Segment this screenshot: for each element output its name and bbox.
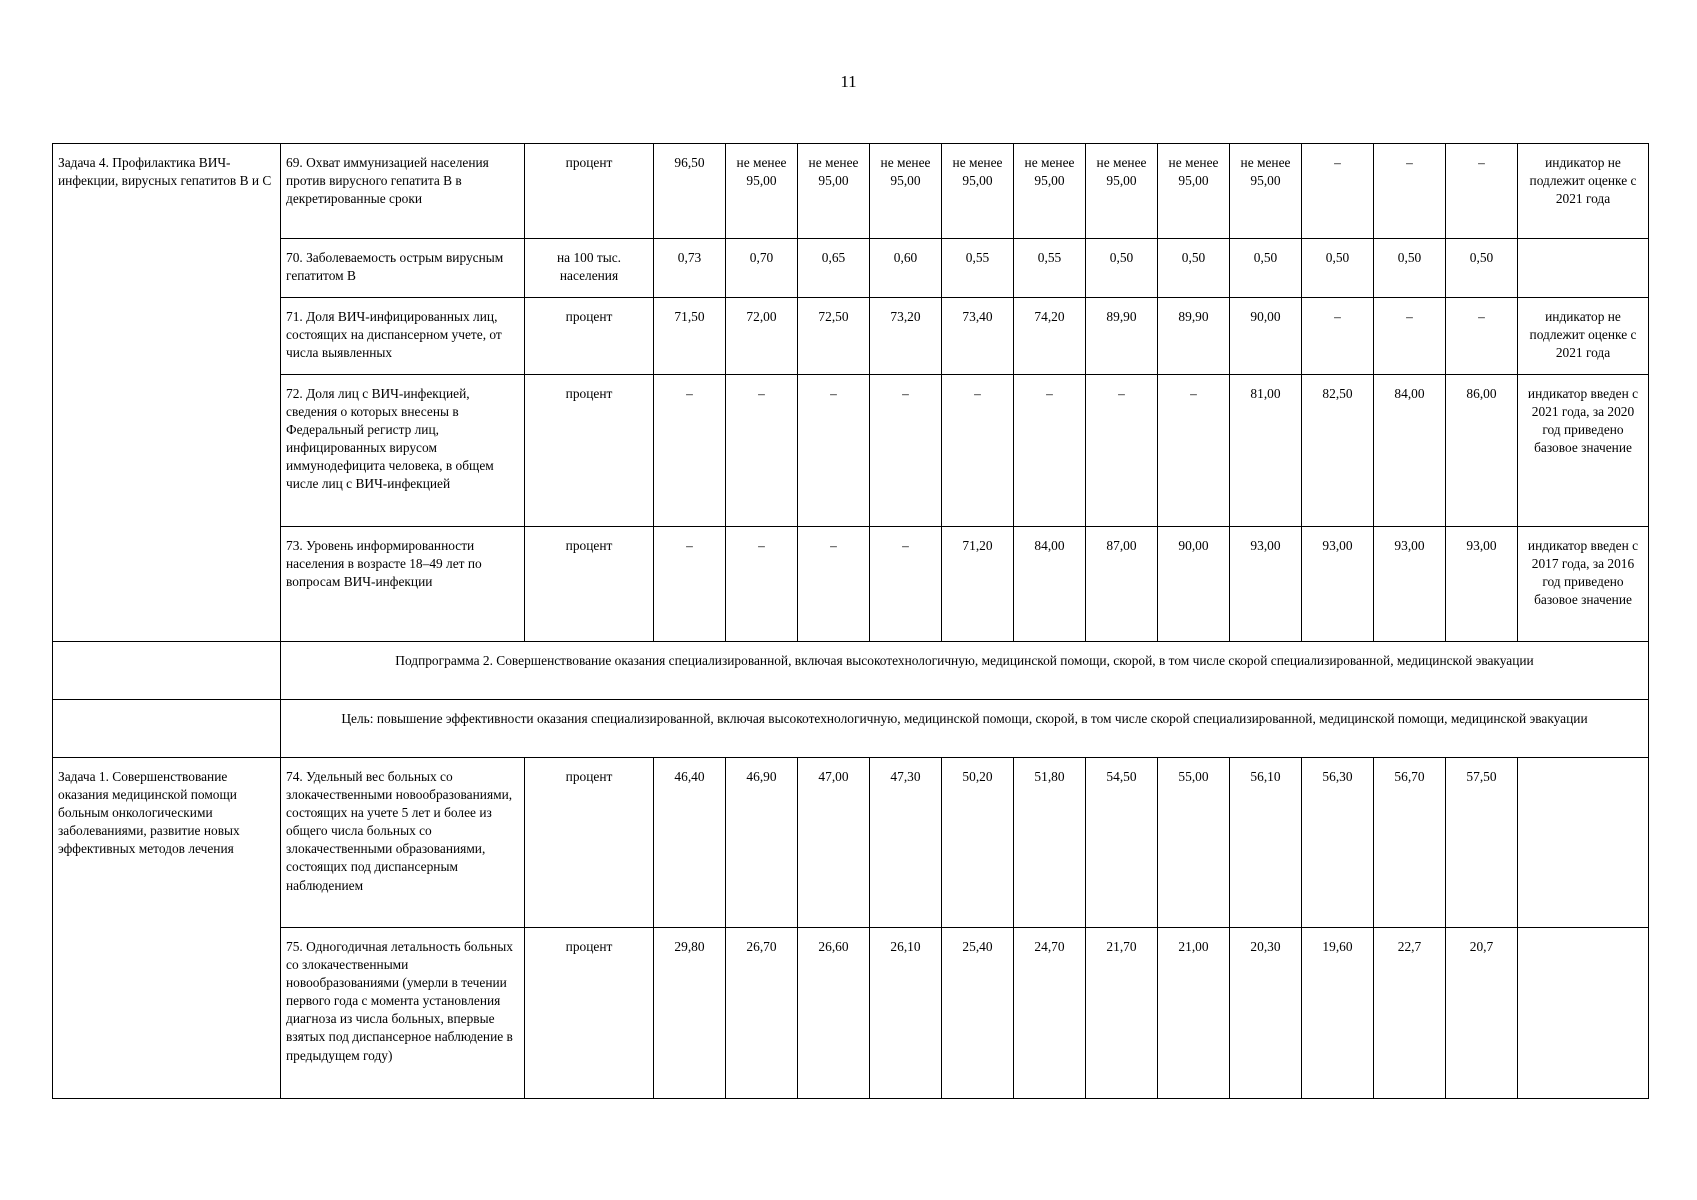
value-cell: 90,00 <box>1230 298 1302 375</box>
task-cell: Задача 4. Профилактика ВИЧ-инфекции, вирусных гепатитов В и С <box>53 144 281 642</box>
value-cell: – <box>1374 298 1446 375</box>
value-cell: 47,30 <box>870 758 942 928</box>
value-cell: 71,20 <box>942 527 1014 642</box>
value-cell: 93,00 <box>1230 527 1302 642</box>
table-row <box>53 298 1649 375</box>
value-cell: 19,60 <box>1302 928 1374 1099</box>
value-cell: 25,40 <box>942 928 1014 1099</box>
value-cell: 93,00 <box>1446 527 1518 642</box>
indicator-cell: 72. Доля лиц с ВИЧ-инфекцией, сведения о которых внесены в Федеральный регистр лиц, инфицированных вирусом иммунодефицита человека, в общем числе лиц с ВИЧ-инфекцией <box>281 375 525 527</box>
note-cell <box>1518 928 1649 1099</box>
value-cell: 21,00 <box>1158 928 1230 1099</box>
value-cell: – <box>798 375 870 527</box>
unit-cell: процент <box>525 527 654 642</box>
value-cell: 81,00 <box>1230 375 1302 527</box>
table-row <box>53 144 1649 239</box>
value-cell: не менее 95,00 <box>798 144 870 239</box>
value-cell: 0,50 <box>1374 239 1446 298</box>
value-cell: 0,70 <box>726 239 798 298</box>
value-cell: 0,50 <box>1230 239 1302 298</box>
value-cell: 89,90 <box>1086 298 1158 375</box>
value-cell: – <box>1446 298 1518 375</box>
value-cell: не менее 95,00 <box>1086 144 1158 239</box>
note-cell <box>1518 758 1649 928</box>
value-cell: не менее 95,00 <box>1014 144 1086 239</box>
value-cell: 51,80 <box>1014 758 1086 928</box>
value-cell: 93,00 <box>1302 527 1374 642</box>
table-row <box>53 375 1649 527</box>
value-cell: 57,50 <box>1446 758 1518 928</box>
value-cell: 96,50 <box>654 144 726 239</box>
value-cell: – <box>1446 144 1518 239</box>
value-cell: 55,00 <box>1158 758 1230 928</box>
value-cell: 56,70 <box>1374 758 1446 928</box>
value-cell: 50,20 <box>942 758 1014 928</box>
value-cell: 73,40 <box>942 298 1014 375</box>
value-cell: 73,20 <box>870 298 942 375</box>
value-cell: 26,10 <box>870 928 942 1099</box>
note-cell: индикатор введен с 2021 года, за 2020 год приведено базовое значение <box>1518 375 1649 527</box>
table-row <box>53 758 1649 928</box>
value-cell: 71,50 <box>654 298 726 375</box>
note-cell: индикатор не подлежит оценке с 2021 года <box>1518 144 1649 239</box>
value-cell: – <box>1302 144 1374 239</box>
value-cell: 47,00 <box>798 758 870 928</box>
value-cell: – <box>870 375 942 527</box>
subprogram-row <box>53 642 1649 700</box>
value-cell: – <box>654 375 726 527</box>
value-cell: не менее 95,00 <box>870 144 942 239</box>
unit-cell: процент <box>525 298 654 375</box>
value-cell: 90,00 <box>1158 527 1230 642</box>
indicators-table <box>52 143 1649 1099</box>
value-cell: 86,00 <box>1446 375 1518 527</box>
value-cell: 54,50 <box>1086 758 1158 928</box>
table-row <box>53 928 1649 1099</box>
unit-cell: процент <box>525 758 654 928</box>
goal-empty-cell <box>53 700 281 758</box>
value-cell: 72,50 <box>798 298 870 375</box>
value-cell: – <box>870 527 942 642</box>
unit-cell: на 100 тыс. населения <box>525 239 654 298</box>
value-cell: – <box>942 375 1014 527</box>
table-row <box>53 239 1649 298</box>
value-cell: 82,50 <box>1302 375 1374 527</box>
value-cell: не менее 95,00 <box>942 144 1014 239</box>
value-cell: – <box>1086 375 1158 527</box>
value-cell: 26,70 <box>726 928 798 1099</box>
task-cell: Задача 1. Совершенствование оказания медицинской помощи больным онкологическими заболеваниями, развитие новых эффективных методов лечения <box>53 758 281 1099</box>
value-cell: – <box>726 375 798 527</box>
value-cell: 93,00 <box>1374 527 1446 642</box>
note-cell <box>1518 239 1649 298</box>
value-cell: 0,50 <box>1446 239 1518 298</box>
value-cell: 0,55 <box>942 239 1014 298</box>
indicator-cell: 69. Охват иммунизацией населения против вирусного гепатита В в декретированные сроки <box>281 144 525 239</box>
table-row <box>53 527 1649 642</box>
value-cell: 74,20 <box>1014 298 1086 375</box>
value-cell: 24,70 <box>1014 928 1086 1099</box>
value-cell: не менее 95,00 <box>1230 144 1302 239</box>
goal-row <box>53 700 1649 758</box>
subprogram-title: Подпрограмма 2. Совершенствование оказания специализированной, включая высокотехнологичную, медицинской помощи, скорой, в том числе скорой специализированной, медицинской эвакуации <box>281 642 1649 700</box>
unit-cell: процент <box>525 144 654 239</box>
value-cell: не менее 95,00 <box>726 144 798 239</box>
value-cell: 21,70 <box>1086 928 1158 1099</box>
value-cell: 84,00 <box>1374 375 1446 527</box>
value-cell: 89,90 <box>1158 298 1230 375</box>
value-cell: – <box>798 527 870 642</box>
value-cell: 84,00 <box>1014 527 1086 642</box>
value-cell: не менее 95,00 <box>1158 144 1230 239</box>
value-cell: 20,7 <box>1446 928 1518 1099</box>
value-cell: 56,30 <box>1302 758 1374 928</box>
unit-cell: процент <box>525 375 654 527</box>
indicator-cell: 70. Заболеваемость острым вирусным гепатитом В <box>281 239 525 298</box>
value-cell: 0,65 <box>798 239 870 298</box>
page-number: 11 <box>840 72 857 91</box>
subprogram-empty-cell <box>53 642 281 700</box>
value-cell: – <box>1374 144 1446 239</box>
value-cell: – <box>654 527 726 642</box>
unit-cell: процент <box>525 928 654 1099</box>
value-cell: – <box>1014 375 1086 527</box>
value-cell: 87,00 <box>1086 527 1158 642</box>
indicator-cell: 74. Удельный вес больных со злокачественными новообразованиями, состоящих на учете 5 лет и более из общего числа больных со злокачественными образованиями, состоящих под диспансерным наблюдением <box>281 758 525 928</box>
value-cell: 46,40 <box>654 758 726 928</box>
value-cell: – <box>1158 375 1230 527</box>
note-cell: индикатор не подлежит оценке с 2021 года <box>1518 298 1649 375</box>
value-cell: 56,10 <box>1230 758 1302 928</box>
value-cell: 0,55 <box>1014 239 1086 298</box>
note-cell: индикатор введен с 2017 года, за 2016 год приведено базовое значение <box>1518 527 1649 642</box>
value-cell: 26,60 <box>798 928 870 1099</box>
indicator-cell: 71. Доля ВИЧ-инфицированных лиц, состоящих на диспансерном учете, от числа выявленных <box>281 298 525 375</box>
value-cell: 0,50 <box>1158 239 1230 298</box>
value-cell: 72,00 <box>726 298 798 375</box>
value-cell: – <box>1302 298 1374 375</box>
indicator-cell: 73. Уровень информированности населения в возрасте 18–49 лет по вопросам ВИЧ-инфекции <box>281 527 525 642</box>
value-cell: 0,60 <box>870 239 942 298</box>
indicator-cell: 75. Одногодичная летальность больных со злокачественными новообразованиями (умерли в течении первого года с момента установления диагноза из числа больных, впервые взятых под диспансерное наблюдение в предыдущем году) <box>281 928 525 1099</box>
value-cell: 29,80 <box>654 928 726 1099</box>
value-cell: – <box>726 527 798 642</box>
value-cell: 46,90 <box>726 758 798 928</box>
value-cell: 22,7 <box>1374 928 1446 1099</box>
value-cell: 0,50 <box>1086 239 1158 298</box>
value-cell: 0,50 <box>1302 239 1374 298</box>
value-cell: 0,73 <box>654 239 726 298</box>
goal-title: Цель: повышение эффективности оказания специализированной, включая высокотехнологичную, медицинской помощи, скорой, в том числе скорой специализированной, медицинской помощи, медицинской эвакуации <box>281 700 1649 758</box>
value-cell: 20,30 <box>1230 928 1302 1099</box>
